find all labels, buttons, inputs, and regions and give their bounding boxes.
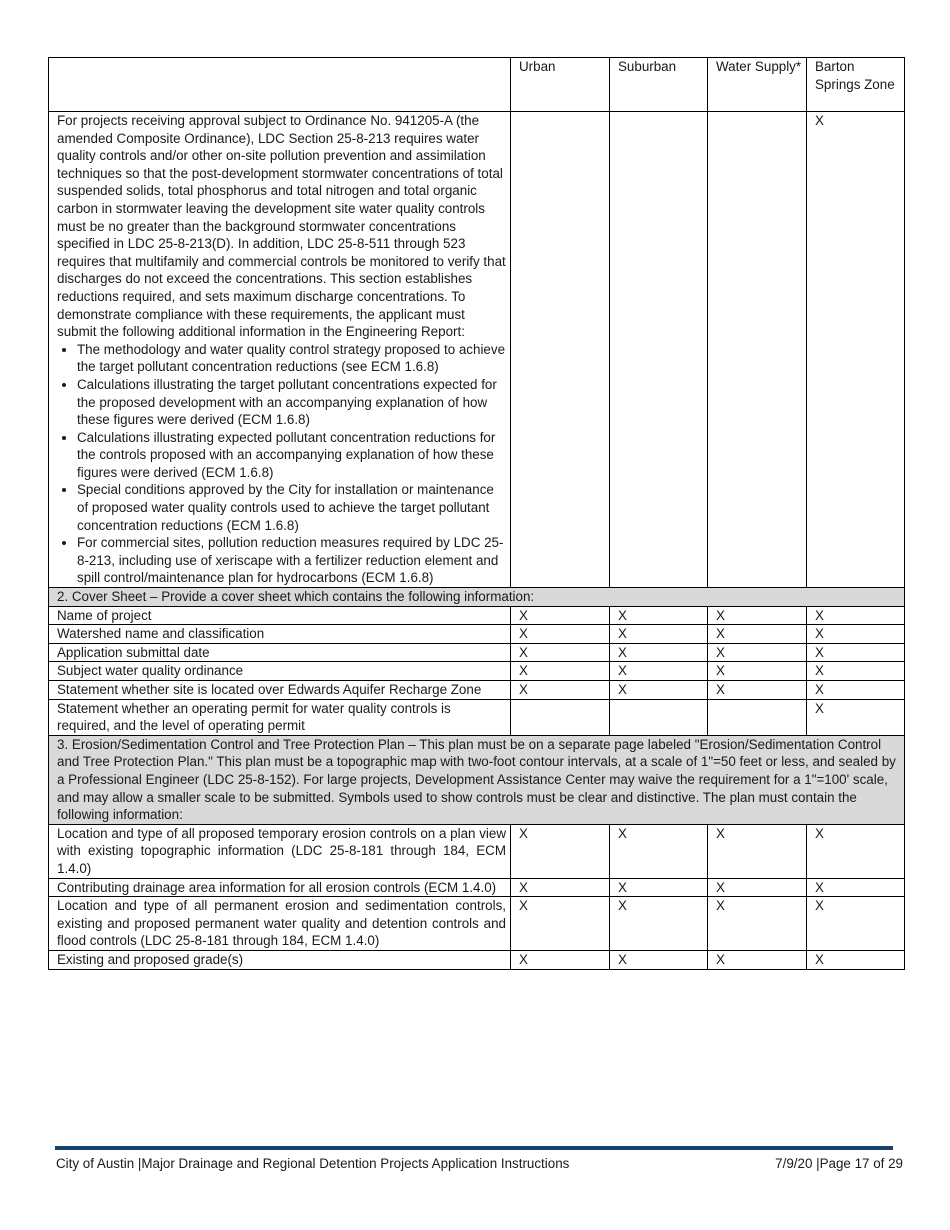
section-3-text: This plan must be on a separate page labeled "Erosion/Sedimentation Control and Tree Protection Plan." This plan must be a topographic map with two-foot contour intervals, at a scale of 1"=50 feet or less, and sealed by a Professional Engineer (LDC 25-8-152). For large projects, Development Assistance Center may waive the requirement for a 1"=100' scale, and may allow a smaller scale to be submitted. Symbols used to show controls must be clear and distinctive. The plan must contain the following information: [57,736,896,823]
table-row [49,950,905,969]
section-3-title: 3. Erosion/Sedimentation Control and Tree Protection Plan – [57,736,416,752]
mark: X [610,643,708,662]
mark: X [807,662,905,681]
row-label: Subject water quality ordinance [49,662,511,681]
bullet: • Calculations illustrating the target pollutant concentrations expected for the proposed development with an accompanying explanation of how these figures were derived (ECM 1.6.8) [77,376,506,429]
mark: X [708,625,807,644]
table-row [49,878,905,897]
mark: X [807,643,905,662]
row-label: Location and type of all proposed temporary erosion controls on a plan view with existing topographic information (LDC 25-8-181 through 184, ECM 1.4.0) [49,824,511,878]
bullet: • The methodology and water quality control strategy proposed to achieve the target pollutant concentration reductions (see ECM 1.6.8) [77,341,506,376]
mark: X [511,606,610,625]
bullet: • Special conditions approved by the City for installation or maintenance of proposed water quality controls used to achieve the target pollutant concentration reductions (ECM 1.6.8) [77,481,506,534]
mark: X [807,824,905,878]
section-2-header [49,588,905,607]
mark: X [511,643,610,662]
mark: X [807,878,905,897]
footer-divider [55,1146,893,1150]
row-label: Statement whether an operating permit for water quality controls is required, and the level of operating permit [49,699,511,735]
mark: X [807,897,905,951]
mark: X [708,897,807,951]
intro-bullets [57,341,506,587]
row-label: Contributing drainage area information for all erosion controls (ECM 1.4.0) [49,878,511,897]
section-2-text: Provide a cover sheet which contains the following information: [157,589,535,605]
header-suburban: Suburban [610,58,708,112]
intro-cell [49,112,511,588]
mark [708,699,807,735]
intro-row [49,112,905,588]
row-label: Location and type of all permanent erosion and sedimentation controls, existing and proposed permanent water quality and detention controls and flood controls (LDC 25-8-181 through 184, ECM 1.4.0) [49,897,511,951]
row-label: Existing and proposed grade(s) [49,950,511,969]
row-label: Name of project [49,606,511,625]
header-row [49,58,905,112]
mark: X [610,950,708,969]
table-row [49,699,905,735]
row-label: Statement whether site is located over Edwards Aquifer Recharge Zone [49,681,511,700]
mark: X [610,662,708,681]
mark: X [708,662,807,681]
header-barton-springs: Barton Springs Zone [807,58,905,112]
mark: X [807,112,905,588]
mark: X [807,606,905,625]
mark: X [610,625,708,644]
mark [511,699,610,735]
footer-left: City of Austin |Major Drainage and Regional Detention Projects Application Instructions [56,1156,570,1171]
mark: X [511,625,610,644]
mark [708,112,807,588]
mark [610,112,708,588]
mark: X [807,950,905,969]
mark: X [610,897,708,951]
bullet: • For commercial sites, pollution reduction measures required by LDC 25-8-213, including use of xeriscape with a fertilizer reduction element and spill control/maintenance plan for hydrocarbons (ECM 1.6.8) [77,534,506,587]
mark: X [511,950,610,969]
table-row [49,681,905,700]
requirements-table [48,57,905,970]
mark: X [708,681,807,700]
table-row [49,662,905,681]
row-label: Application submittal date [49,643,511,662]
section-2-title: 2. Cover Sheet – [57,589,158,605]
mark: X [511,824,610,878]
intro-text: For projects receiving approval subject to Ordinance No. 941205-A (the amended Composite Ordinance), LDC Section 25-8-213 requires water quality controls and/or other on-site pollution prevention and assimilation techniques so that the post-development stormwater concentrations of total suspended solids, total phosphorus and total nitrogen and total organic carbon in stormwater leaving the development site water quality controls must be no greater than the background stormwater concentrations specified in LDC 25-8-213(D). In addition, LDC 25-8-511 through 523 requires that multifamily and commercial controls be monitored to verify that discharges do not exceed the concentrations. This section establishes reductions required, and sets maximum discharge concentrations. To demonstrate compliance with these requirements, the applicant must submit the following additional information in the Engineering Report: [57,113,506,340]
table-row [49,824,905,878]
mark: X [708,824,807,878]
mark: X [610,681,708,700]
header-urban: Urban [511,58,610,112]
mark: X [511,897,610,951]
mark [610,699,708,735]
mark: X [511,878,610,897]
mark: X [708,643,807,662]
table-row [49,606,905,625]
section-3-header [49,735,905,824]
mark: X [807,625,905,644]
row-label: Watershed name and classification [49,625,511,644]
mark: X [511,662,610,681]
mark: X [610,878,708,897]
header-water-supply: Water Supply* [708,58,807,112]
bullet: • Calculations illustrating expected pollutant concentration reductions for the controls proposed with an accompanying explanation of how these figures were derived (ECM 1.6.8) [77,429,506,482]
mark: X [610,606,708,625]
section-3-rows [49,824,905,969]
mark [511,112,610,588]
section-2-rows [49,606,905,735]
mark: X [708,950,807,969]
table-row [49,897,905,951]
mark: X [708,878,807,897]
mark: X [807,699,905,735]
table-row [49,643,905,662]
mark: X [807,681,905,700]
header-cell [49,58,511,112]
table-row [49,625,905,644]
footer-right: 7/9/20 |Page 17 of 29 [775,1156,903,1171]
mark: X [708,606,807,625]
mark: X [610,824,708,878]
mark: X [511,681,610,700]
